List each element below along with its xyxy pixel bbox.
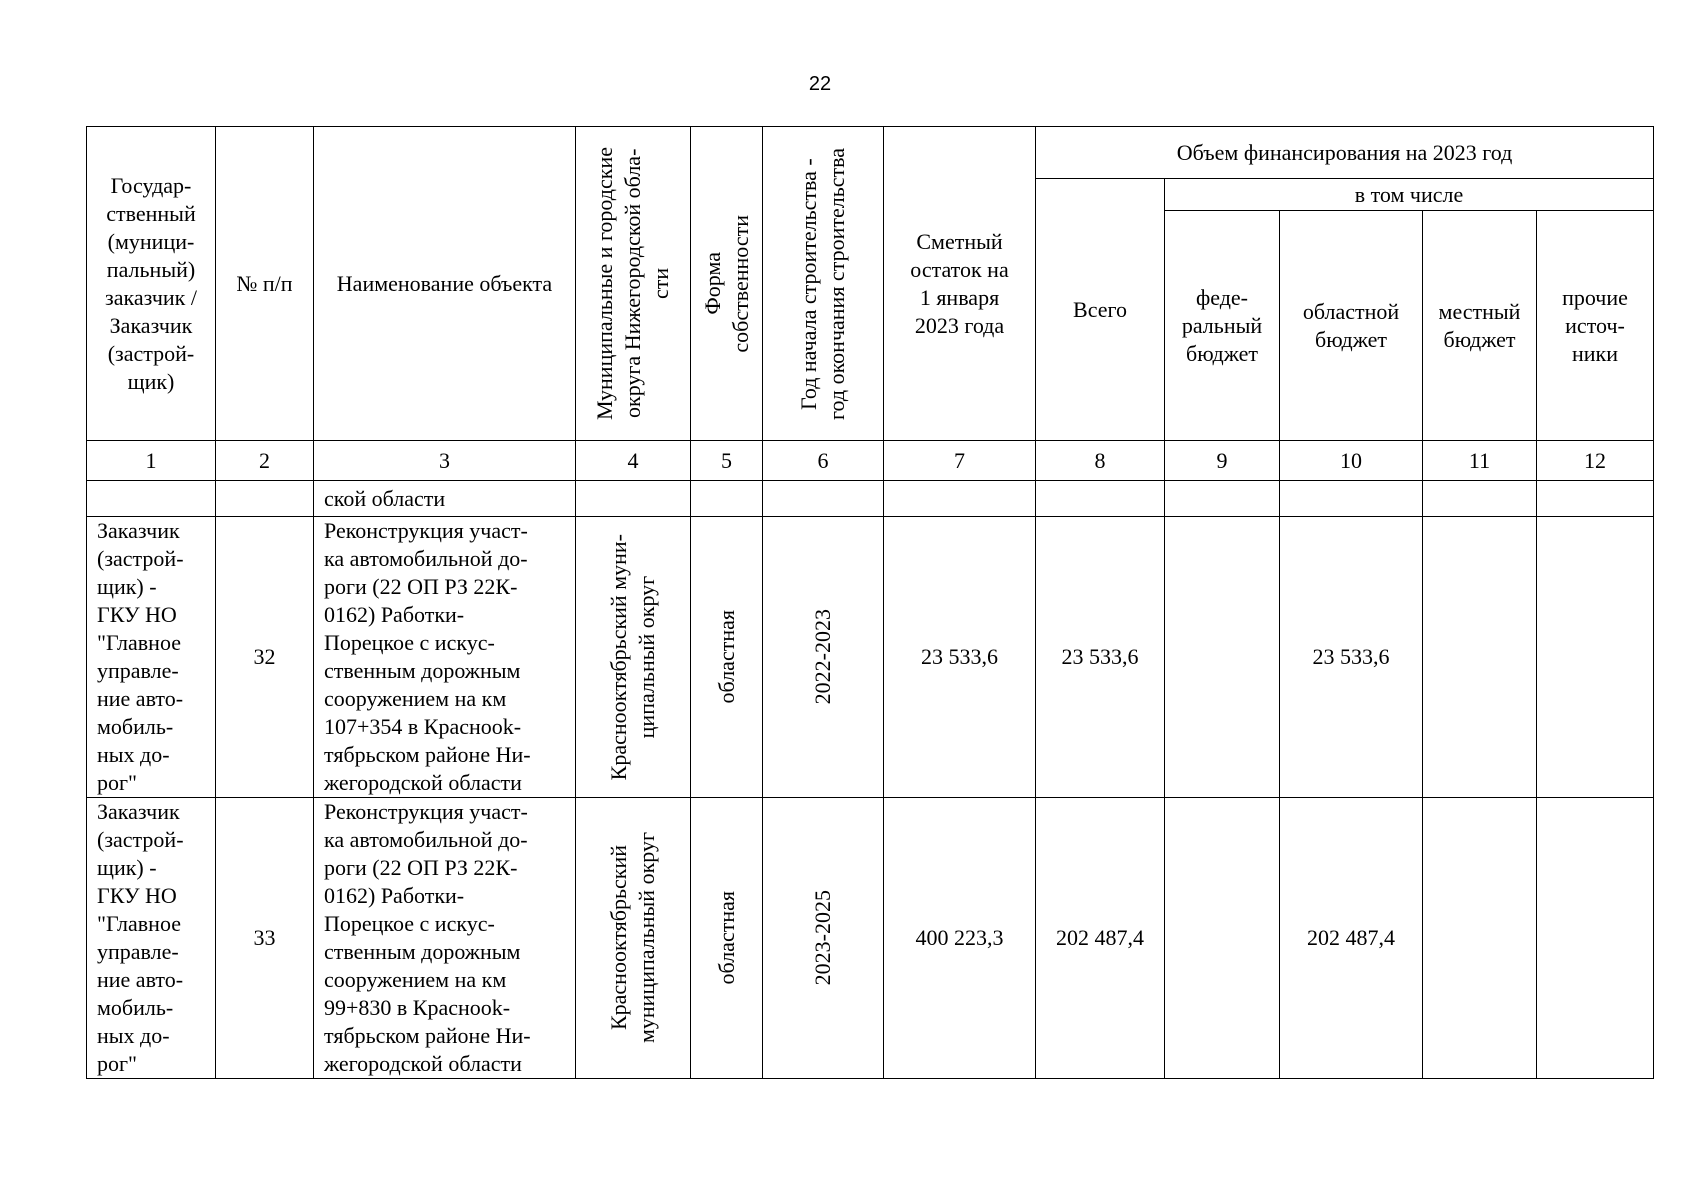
municipal-cell: [576, 517, 691, 798]
regional-value: 202 487,4: [1280, 798, 1423, 1079]
ownership-cell: [691, 517, 763, 798]
object-name-cell: [314, 798, 576, 1079]
years-cell: [763, 517, 884, 798]
header-object-name: [314, 127, 576, 441]
customer-cell: [87, 798, 216, 1079]
customer-text: Заказчик (застрой- щик) - ГКУ НО "Главное управле- ние авто- мобиль- ных до- рог": [97, 799, 184, 1076]
column-number: 10: [1280, 441, 1423, 481]
estimate-value: 400 223,3: [884, 798, 1036, 1079]
column-number: 6: [763, 441, 884, 481]
municipal-text: Краснооктябрьский муниципальный округ: [606, 832, 659, 1044]
header-total-text: Всего: [1073, 296, 1127, 322]
customer-cell: [87, 517, 216, 798]
empty-cell: [763, 481, 884, 517]
table-row: [87, 798, 1654, 1079]
header-including-text: в том числе: [1354, 181, 1464, 207]
municipal-text: Краснооктябрьский муни- ципальный округ: [606, 533, 659, 781]
header-federal-text: феде- ральный бюджет: [1181, 284, 1263, 366]
header-years-text: Год начала строительства - год окончания строительства: [796, 147, 849, 420]
empty-cell: [884, 481, 1036, 517]
years-cell: [763, 798, 884, 1079]
empty-cell: [691, 481, 763, 517]
column-number: 7: [884, 441, 1036, 481]
local-value: [1423, 798, 1537, 1079]
column-number: 4: [576, 441, 691, 481]
federal-value: [1165, 798, 1280, 1079]
header-years: [763, 127, 884, 441]
header-local: [1423, 211, 1537, 441]
empty-cell: [1036, 481, 1165, 517]
customer-text: Заказчик (застрой- щик) - ГКУ НО "Главное управле- ние авто- мобиль- ных до- рог": [97, 518, 184, 795]
row-number: 32: [216, 517, 314, 798]
other-value: [1537, 517, 1654, 798]
column-number: 9: [1165, 441, 1280, 481]
header-municipal: [576, 127, 691, 441]
header-local-text: местный бюджет: [1438, 298, 1521, 352]
column-number: 3: [314, 441, 576, 481]
municipal-cell: [576, 798, 691, 1079]
empty-cell: [1537, 481, 1654, 517]
column-number: 5: [691, 441, 763, 481]
header-including: [1165, 179, 1654, 211]
ownership-cell: [691, 798, 763, 1079]
header-financing: [1036, 127, 1654, 179]
header-other-text: прочие источ- ники: [1562, 284, 1628, 366]
other-value: [1537, 798, 1654, 1079]
column-number: 11: [1423, 441, 1537, 481]
empty-cell: [1280, 481, 1423, 517]
header-other: [1537, 211, 1654, 441]
column-number: 12: [1537, 441, 1654, 481]
table-row: [87, 517, 1654, 798]
header-object-name-text: Наименование объекта: [336, 270, 553, 296]
ownership-text: областная: [713, 891, 739, 985]
header-federal: [1165, 211, 1280, 441]
column-number: 2: [216, 441, 314, 481]
continuation-row: [87, 481, 1654, 517]
object-name-text: Реконструкция участ- ка автомобильной до- роги (22 ОП РЗ 22К- 0162) Работки- Порецкое с искус- ственным дорожным сооружением на км 107+354 в Краснook- тябрьском районе Ни- жегородской области: [324, 518, 531, 795]
header-regional-text: областной бюджет: [1302, 298, 1400, 352]
continuation-text: ской области: [314, 481, 576, 517]
header-ownership-text: Форма собственности: [699, 214, 753, 353]
empty-cell: [216, 481, 314, 517]
total-value: 202 487,4: [1036, 798, 1165, 1079]
object-name-text: Реконструкция участ- ка автомобильной до- роги (22 ОП РЗ 22К- 0162) Работки- Порецкое с искус- ственным дорожным сооружением на км 99+830 в Краснook- тябрьском районе Ни- жегородской области: [324, 799, 531, 1076]
header-financing-text: Объем финансирования на 2023 год: [1176, 139, 1513, 165]
financing-table: [86, 126, 1654, 1079]
empty-cell: [1423, 481, 1537, 517]
row-number: 33: [216, 798, 314, 1079]
header-estimate-text: Сметный остаток на 1 января 2023 года: [910, 228, 1009, 338]
years-text: 2023-2025: [810, 890, 835, 986]
header-municipal-text: Муниципальные и городские округа Нижегородской обла- сти: [592, 147, 673, 420]
federal-value: [1165, 517, 1280, 798]
local-value: [1423, 517, 1537, 798]
header-ownership: [691, 127, 763, 441]
header-num-text: № п/п: [236, 270, 293, 296]
empty-cell: [576, 481, 691, 517]
regional-value: 23 533,6: [1280, 517, 1423, 798]
header-regional: [1280, 211, 1423, 441]
header-customer-text: Государ- ственный (муници- пальный) заказчик / Заказчик (застрой- щик): [105, 172, 197, 394]
column-number: 8: [1036, 441, 1165, 481]
empty-cell: [87, 481, 216, 517]
header-customer: [87, 127, 216, 441]
object-name-cell: [314, 517, 576, 798]
header-estimate: [884, 127, 1036, 441]
header-num: [216, 127, 314, 441]
page-number: 22: [808, 73, 832, 95]
empty-cell: [1165, 481, 1280, 517]
estimate-value: 23 533,6: [884, 517, 1036, 798]
header-total: [1036, 179, 1165, 441]
ownership-text: областная: [713, 610, 739, 704]
column-number: 1: [87, 441, 216, 481]
column-numbers-row: [87, 441, 1654, 481]
total-value: 23 533,6: [1036, 517, 1165, 798]
years-text: 2022-2023: [810, 609, 835, 705]
